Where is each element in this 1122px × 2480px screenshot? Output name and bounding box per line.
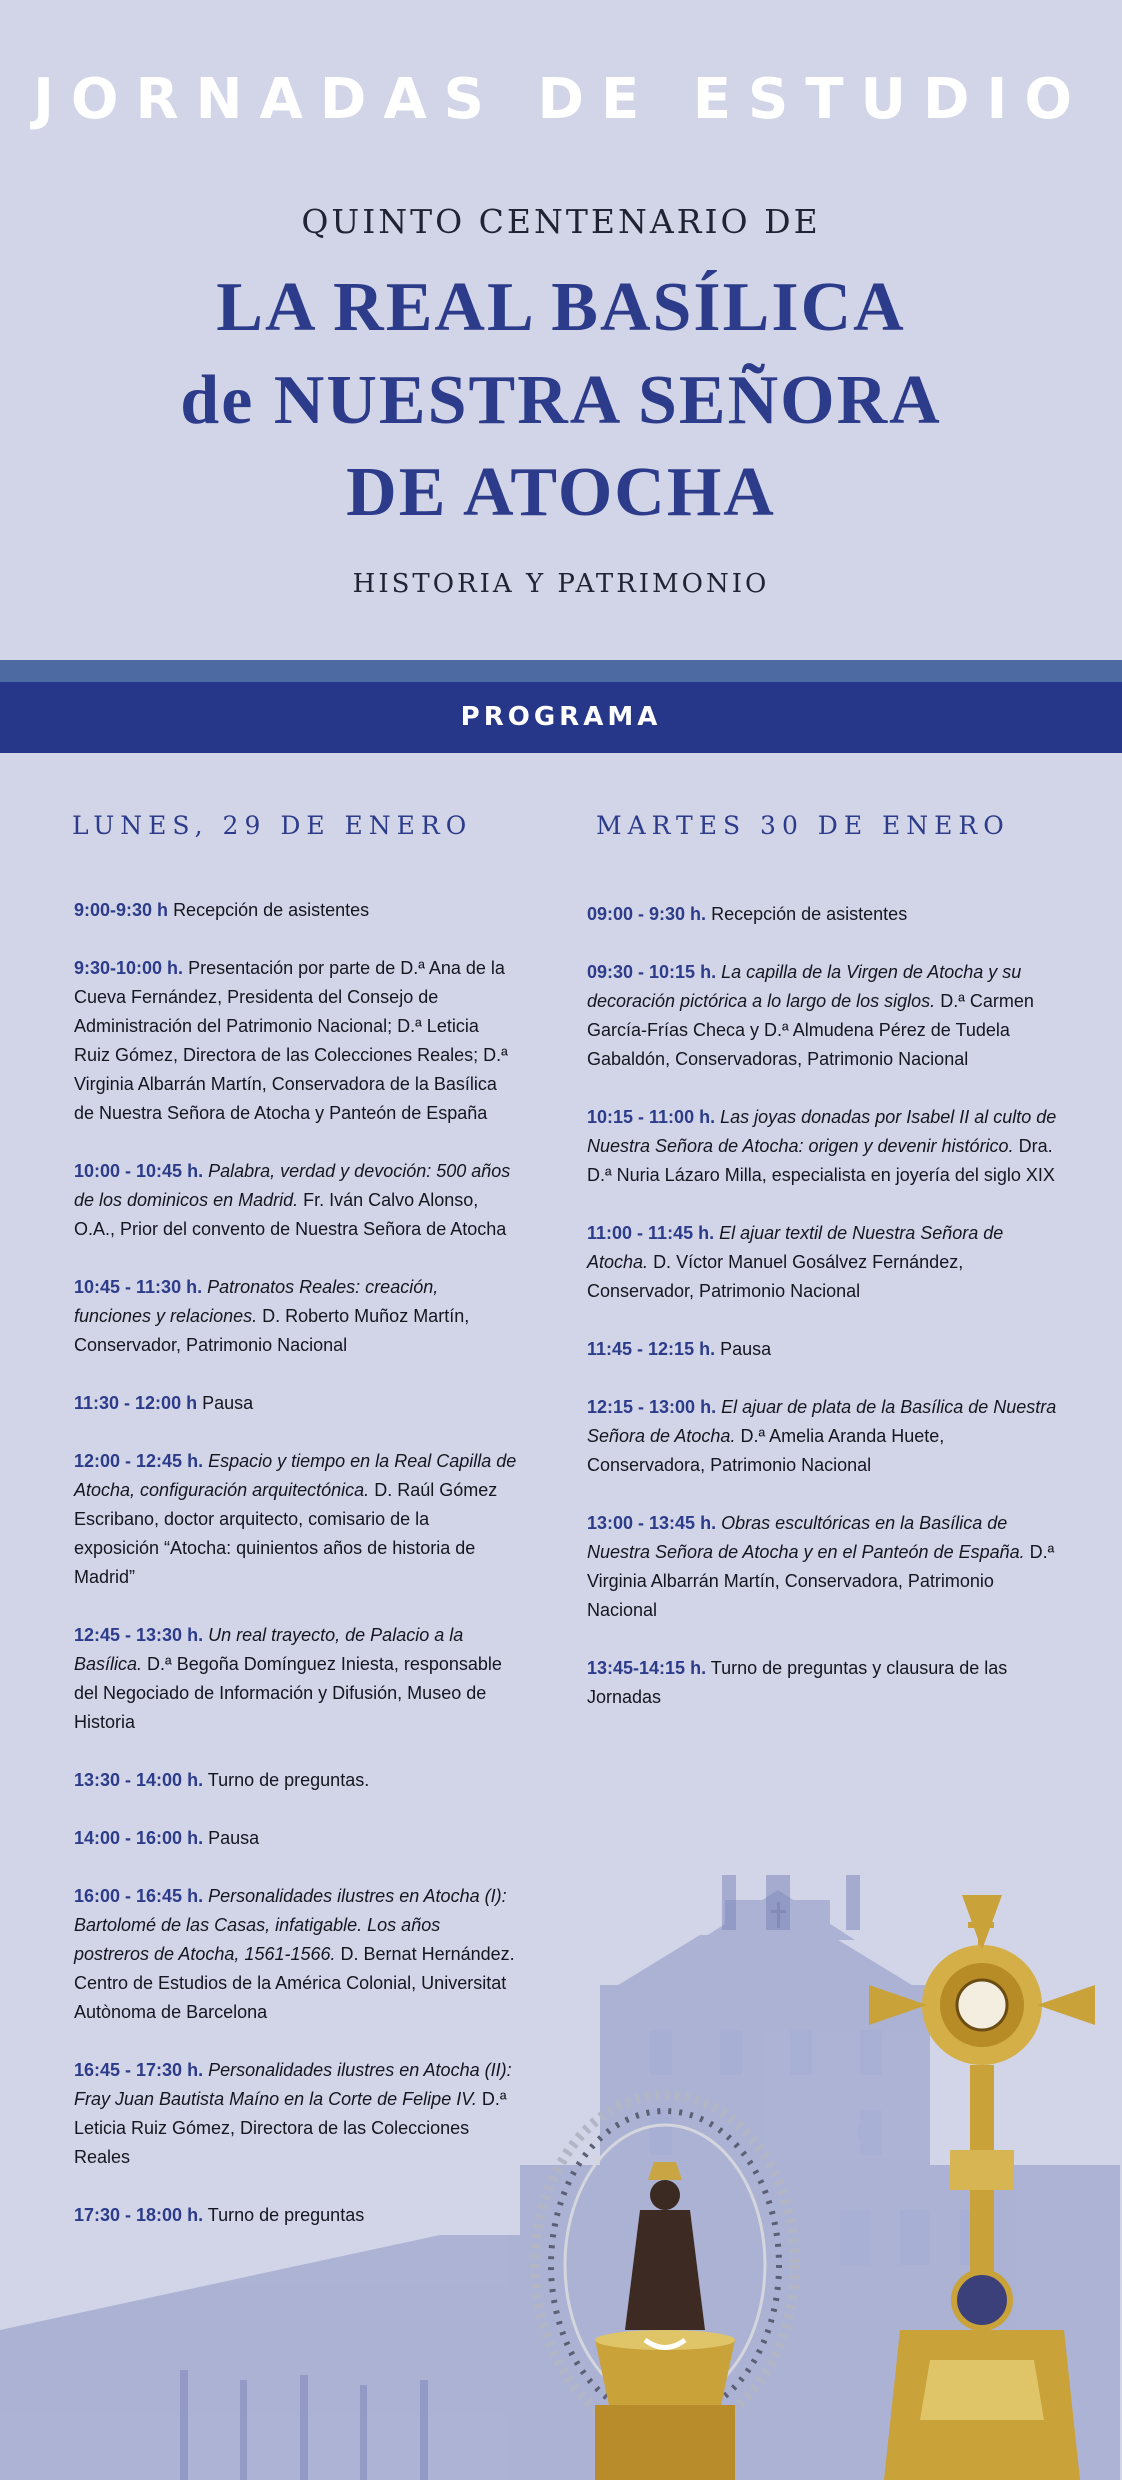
session-time: 13:45-14:15 h. — [587, 1658, 707, 1678]
session-details: D. Bernat Hernández. Centro de Estudios de la América Colonial, Universitat Autònoma de Barcelona — [74, 1944, 515, 2022]
schedule-item — [74, 1273, 519, 1360]
session-details: Turno de preguntas y clausura de las Jornadas — [587, 1658, 1008, 1707]
schedule-item — [587, 1219, 1057, 1306]
schedule-item — [587, 1393, 1057, 1480]
day-heading-tuesday: MARTES 30 DE ENERO — [596, 811, 1010, 840]
session-title: Palabra, verdad y devoción: 500 años de los dominicos en Madrid. — [74, 1161, 511, 1210]
session-title: Obras escultóricas en la Basílica de Nuestra Señora de Atocha y en el Panteón de España. — [587, 1513, 1025, 1562]
session-details: D. Raúl Gómez Escribano, doctor arquitecto, comisario de la exposición “Atocha: quinientos años de historia de Madrid” — [74, 1480, 498, 1587]
schedule-item — [74, 2056, 519, 2172]
session-title: Espacio y tiempo en la Real Capilla de Atocha, configuración arquitectónica. — [74, 1451, 517, 1500]
session-details: D.ª Virginia Albarrán Martín, Conservadora, Patrimonio Nacional — [587, 1542, 1055, 1620]
session-details: Pausa — [720, 1339, 772, 1359]
session-details: Turno de preguntas. — [207, 1770, 370, 1790]
schedule-monday — [74, 896, 519, 2259]
schedule-item — [587, 1335, 1057, 1364]
session-title: Las joyas donadas por Isabel II al culto de Nuestra Señora de Atocha: origen y devenir histórico. — [587, 1107, 1057, 1156]
session-details: Recepción de asistentes — [711, 904, 908, 924]
schedule-item — [587, 1509, 1057, 1625]
subtitle: HISTORIA Y PATRIMONIO — [352, 569, 770, 599]
session-details: Recepción de asistentes — [173, 900, 370, 920]
pre-title: QUINTO CENTENARIO DE — [301, 202, 821, 241]
main-title-line-1: LA REAL BASÍLICA — [216, 269, 906, 346]
session-time: 12:15 - 13:00 h. — [587, 1397, 717, 1417]
session-time: 12:45 - 13:30 h. — [74, 1625, 204, 1645]
schedule-item — [74, 1882, 519, 2027]
session-time: 13:00 - 13:45 h. — [587, 1513, 717, 1533]
schedule-tuesday — [587, 900, 1057, 1741]
schedule-item — [74, 896, 519, 925]
session-details: D. Víctor Manuel Gosálvez Fernández, Conservador, Patrimonio Nacional — [587, 1252, 964, 1301]
session-time: 09:00 - 9:30 h. — [587, 904, 707, 924]
schedule-item — [74, 1447, 519, 1592]
session-time: 11:00 - 11:45 h. — [587, 1223, 715, 1243]
session-time: 17:30 - 18:00 h. — [74, 2205, 204, 2225]
session-time: 10:15 - 11:00 h. — [587, 1107, 716, 1127]
main-title-line-3: DE ATOCHA — [346, 454, 776, 531]
session-details: Dra. D.ª Nuria Lázaro Milla, especialista en joyería del siglo XIX — [587, 1136, 1055, 1185]
day-heading-monday: LUNES, 29 DE ENERO — [72, 811, 473, 840]
session-title: Personalidades ilustres en Atocha (I): Bartolomé de las Casas, infatigable. Los años postreros de Atocha, 1561-1566. — [74, 1886, 507, 1964]
schedule-item — [587, 1654, 1057, 1712]
session-title: Un real trayecto, de Palacio a la Basílica. — [74, 1625, 464, 1674]
session-title: La capilla de la Virgen de Atocha y su decoración pictórica a lo largo de los siglos. — [587, 962, 1022, 1011]
session-details: Pausa — [202, 1393, 254, 1413]
band-accent-stripe — [0, 660, 1122, 682]
schedule-item — [74, 954, 519, 1128]
schedule-item — [74, 1621, 519, 1737]
session-time: 9:00-9:30 h — [74, 900, 169, 920]
session-details: D. Roberto Muñoz Martín, Conservador, Patrimonio Nacional — [74, 1306, 470, 1355]
session-details: D.ª Begoña Domínguez Iniesta, responsable del Negociado de Información y Difusión, Museo de Historia — [74, 1654, 502, 1732]
session-title: El ajuar de plata de la Basílica de Nuestra Señora de Atocha. — [587, 1397, 1057, 1446]
schedule-item — [74, 1157, 519, 1244]
session-time: 16:00 - 16:45 h. — [74, 1886, 204, 1906]
session-details: D.ª Amelia Aranda Huete, Conservadora, Patrimonio Nacional — [587, 1426, 945, 1475]
event-kicker: JORNADAS DE ESTUDIO — [33, 67, 1089, 132]
session-time: 09:30 - 10:15 h. — [587, 962, 717, 982]
schedule-item — [74, 2201, 519, 2230]
session-title: Patronatos Reales: creación, funciones y relaciones. — [74, 1277, 439, 1326]
schedule-item — [74, 1766, 519, 1795]
schedule-item — [587, 900, 1057, 929]
session-details: D.ª Leticia Ruiz Gómez, Directora de las Colecciones Reales — [74, 2089, 507, 2167]
session-time: 11:30 - 12:00 h — [74, 1393, 198, 1413]
session-details: Fr. Iván Calvo Alonso, O.A., Prior del convento de Nuestra Señora de Atocha — [74, 1190, 507, 1239]
session-details: Presentación por parte de D.ª Ana de la Cueva Fernández, Presidenta del Consejo de Administración del Patrimonio Nacional; D.ª Leticia Ruiz Gómez, Directora de las Colecciones Reales; D.ª Virginia Albarrán Martín, Conservadora de la Basílica de Nuestra Señora de Atocha y Panteón de España — [74, 958, 508, 1123]
session-time: 11:45 - 12:15 h. — [587, 1339, 716, 1359]
session-time: 13:30 - 14:00 h. — [74, 1770, 204, 1790]
program-band — [0, 682, 1122, 753]
session-time: 10:45 - 11:30 h. — [74, 1277, 203, 1297]
session-title: El ajuar textil de Nuestra Señora de Atocha. — [587, 1223, 1004, 1272]
schedule-item — [587, 958, 1057, 1074]
session-time: 12:00 - 12:45 h. — [74, 1451, 204, 1471]
schedule-item — [74, 1824, 519, 1853]
program-label: PROGRAMA — [460, 702, 662, 732]
session-details: D.ª Carmen García-Frías Checa y D.ª Almudena Pérez de Tudela Gabaldón, Conservadoras, Patrimonio Nacional — [587, 991, 1034, 1069]
main-title-line-2: de NUESTRA SEÑORA — [180, 362, 942, 439]
schedule-item — [587, 1103, 1057, 1190]
schedule-item — [74, 1389, 519, 1418]
session-time: 10:00 - 10:45 h. — [74, 1161, 204, 1181]
session-details: Turno de preguntas — [207, 2205, 365, 2225]
session-details: Pausa — [208, 1828, 260, 1848]
session-title: Personalidades ilustres en Atocha (II): Fray Juan Bautista Maíno en la Corte de Felipe IV. — [74, 2060, 512, 2109]
session-time: 9:30-10:00 h. — [74, 958, 184, 978]
session-time: 16:45 - 17:30 h. — [74, 2060, 204, 2080]
session-time: 14:00 - 16:00 h. — [74, 1828, 204, 1848]
